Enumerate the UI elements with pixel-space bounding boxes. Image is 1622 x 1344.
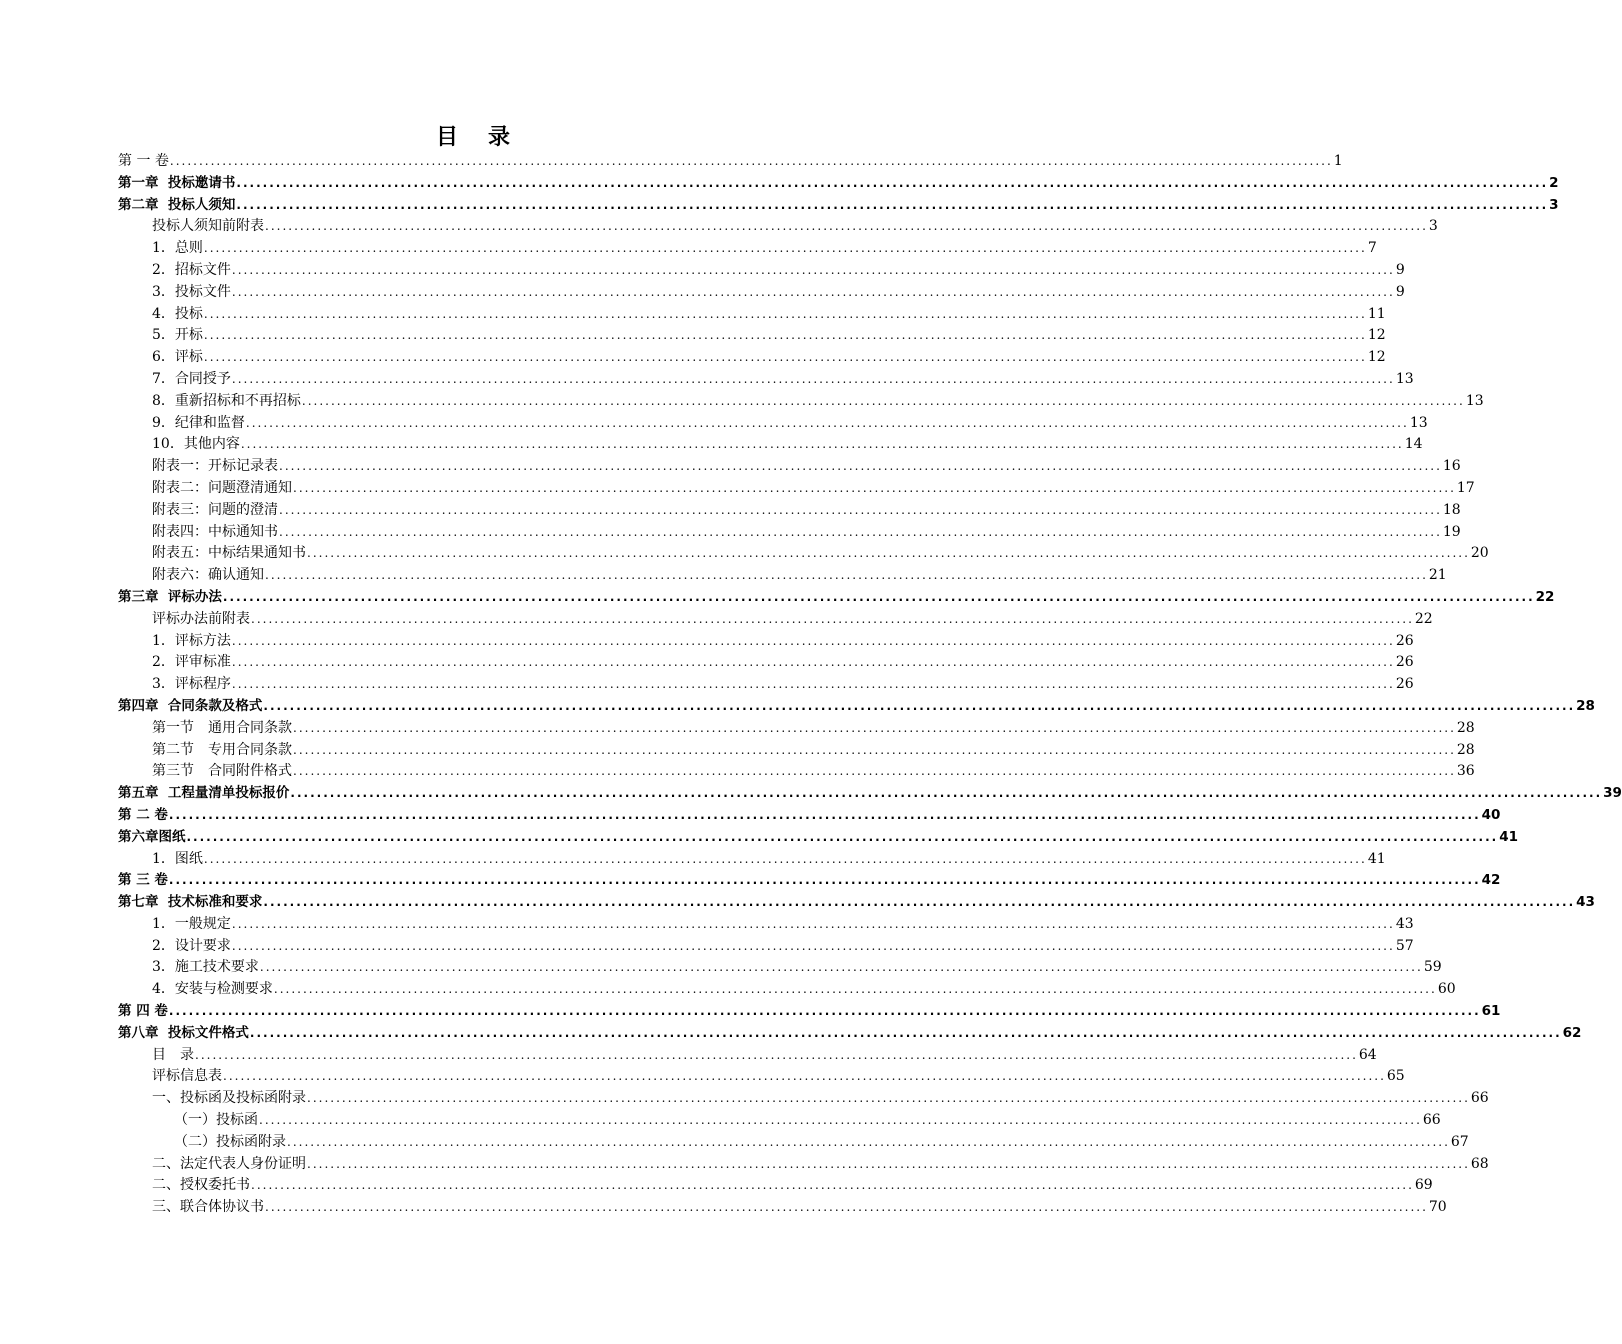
toc-entry[interactable] (118, 325, 1386, 347)
toc-entry-page-number: 12 (1367, 327, 1386, 344)
toc-dot-leader: ........................................................................................................................................................................................................ (249, 1025, 1562, 1040)
toc-dot-leader: ........................................................................................................................................................................................................ (203, 241, 1367, 256)
toc-entry-page-number: 2 (1549, 174, 1559, 191)
toc-entry-label: 附表四：中标通知书 (152, 523, 278, 540)
toc-dot-leader: ........................................................................................................................................................................................................ (203, 851, 1367, 866)
toc-entry-page-number: 17 (1456, 479, 1475, 496)
toc-entry[interactable] (118, 1154, 1489, 1176)
toc-entry-page-number: 68 (1470, 1155, 1489, 1172)
toc-dot-leader: ........................................................................................................................................................................................................ (231, 262, 1395, 277)
toc-dot-leader: ........................................................................................................................................................................................................ (236, 197, 1549, 212)
toc-entry[interactable] (118, 870, 1501, 892)
toc-dot-leader: ........................................................................................................................................................................................................ (195, 1047, 1358, 1062)
toc-entry[interactable] (118, 238, 1377, 260)
toc-entry[interactable] (118, 587, 1555, 609)
toc-entry-label: 第二章 投标人须知 (118, 196, 236, 213)
toc-entry-page-number: 3 (1549, 196, 1559, 213)
toc-entry-page-number: 18 (1442, 501, 1461, 518)
toc-entry-label: 第 一 卷 (118, 153, 169, 169)
toc-entry-label: 第五章 工程量清单投标报价 (118, 785, 290, 802)
toc-entry[interactable] (118, 522, 1461, 544)
toc-entry-label: 附表五：中标结果通知书 (152, 545, 306, 562)
toc-entry-page-number: 11 (1367, 305, 1386, 322)
toc-entry-label: 1．图纸 (152, 850, 203, 867)
toc-entry-label: 第 三 卷 (118, 872, 168, 889)
toc-dot-leader: ........................................................................................................................................................................................................ (231, 916, 1395, 931)
toc-entry-label: 第七章 技术标准和要求 (118, 894, 263, 911)
toc-entry[interactable] (118, 478, 1475, 500)
toc-entry-page-number: 26 (1395, 632, 1414, 649)
toc-entry-page-number: 66 (1470, 1090, 1489, 1107)
toc-entry-label: 第三章 评标办法 (118, 588, 222, 605)
toc-dot-leader: ........................................................................................................................................................................................................ (290, 786, 1603, 801)
toc-entry-label: 2．评审标准 (152, 654, 231, 671)
toc-entry[interactable] (118, 456, 1461, 478)
toc-entry-label: 附表一：开标记录表 (152, 458, 278, 475)
toc-dot-leader: ........................................................................................................................................................................................................ (265, 219, 1428, 234)
toc-entry-page-number: 3 (1428, 218, 1438, 235)
toc-entry[interactable] (118, 260, 1405, 282)
toc-entry[interactable] (118, 413, 1428, 435)
toc-entry-page-number: 19 (1442, 523, 1461, 540)
toc-entry[interactable] (118, 434, 1423, 456)
toc-dot-leader: ........................................................................................................................................................................................................ (240, 437, 1404, 452)
toc-entry-label: 目 录 (152, 1046, 194, 1063)
toc-entry-page-number: 12 (1367, 349, 1386, 366)
toc-dot-leader: ........................................................................................................................................................................................................ (307, 546, 1470, 561)
toc-dot-leader: ........................................................................................................................................................................................................ (245, 415, 1409, 430)
toc-entry[interactable] (118, 1197, 1447, 1219)
toc-dot-leader: ........................................................................................................................................................................................................ (293, 742, 1456, 757)
toc-entry-page-number: 16 (1442, 458, 1461, 475)
toc-entry-page-number: 64 (1358, 1046, 1377, 1063)
toc-entry-page-number: 14 (1404, 436, 1423, 453)
toc-entry-page-number: 66 (1422, 1112, 1441, 1129)
toc-entry-page-number: 43 (1576, 894, 1595, 911)
toc-entry-label: 6．评标 (152, 349, 203, 366)
toc-entry-label: 评标信息表 (152, 1068, 222, 1085)
toc-entry-label: 3．施工技术要求 (152, 959, 259, 976)
toc-entry-page-number: 26 (1395, 654, 1414, 671)
toc-entry[interactable] (118, 783, 1622, 805)
toc-entry[interactable] (118, 609, 1433, 631)
toc-entry-page-number: 28 (1576, 697, 1595, 714)
toc-entry[interactable] (118, 761, 1475, 783)
toc-entry[interactable] (118, 892, 1595, 914)
toc-dot-leader: ........................................................................................................................................................................................................ (231, 655, 1395, 670)
toc-entry-label: 10．其他内容 (152, 436, 240, 453)
page-title: 目 录 (435, 125, 514, 150)
toc-dot-leader: ........................................................................................................................................................................................................ (293, 720, 1456, 735)
toc-entry-label: 1．评标方法 (152, 632, 231, 649)
toc-entry[interactable] (118, 500, 1461, 522)
toc-entry[interactable] (118, 805, 1501, 827)
toc-entry-label: 第三节 合同附件格式 (152, 763, 292, 780)
toc-entry[interactable] (118, 1088, 1489, 1110)
toc-dot-leader: ........................................................................................................................................................................................................ (168, 1004, 1481, 1019)
toc-entry[interactable] (118, 1110, 1441, 1132)
toc-dot-leader: ........................................................................................................................................................................................................ (307, 1156, 1470, 1171)
toc-entry-page-number: 13 (1409, 414, 1428, 431)
toc-entry-page-number: 65 (1386, 1068, 1405, 1085)
toc-dot-leader: ........................................................................................................................................................................................................ (168, 873, 1481, 888)
toc-entry[interactable] (118, 631, 1414, 653)
toc-dot-leader: ........................................................................................................................................................................................................ (168, 807, 1481, 822)
toc-dot-leader: ........................................................................................................................................................................................................ (287, 1134, 1450, 1149)
toc-entry-page-number: 9 (1395, 283, 1405, 300)
toc-entry[interactable] (118, 827, 1519, 849)
toc-entry-page-number: 21 (1428, 567, 1447, 584)
toc-dot-leader: ........................................................................................................................................................................................................ (279, 459, 1442, 474)
toc-entry-label: 1．一般规定 (152, 915, 231, 932)
toc-entry-page-number: 7 (1367, 240, 1377, 257)
toc-entry[interactable] (118, 173, 1559, 195)
toc-dot-leader: ........................................................................................................................................................................................................ (223, 1069, 1386, 1084)
toc-entry-page-number: 22 (1414, 610, 1433, 627)
toc-entry-page-number: 41 (1367, 850, 1386, 867)
toc-dot-leader: ........................................................................................................................................................................................................ (231, 284, 1395, 299)
toc-entry-page-number: 36 (1456, 763, 1475, 780)
toc-entry-label: 评标办法前附表 (152, 610, 250, 627)
toc-entry-page-number: 13 (1465, 392, 1484, 409)
toc-entry[interactable] (118, 740, 1475, 762)
toc-dot-leader: ........................................................................................................................................................................................................ (203, 328, 1367, 343)
toc-entry-label: 第 二 卷 (118, 806, 168, 823)
toc-entry-label: 二、授权委托书 (152, 1177, 250, 1194)
toc-entry-page-number: 57 (1395, 937, 1414, 954)
toc-entry[interactable] (118, 696, 1595, 718)
toc-dot-leader: ........................................................................................................................................................................................................ (279, 524, 1442, 539)
toc-entry[interactable] (118, 195, 1559, 217)
toc-entry-page-number: 1 (1333, 153, 1343, 169)
toc-dot-leader: ........................................................................................................................................................................................................ (203, 306, 1367, 321)
toc-entry-page-number: 20 (1470, 545, 1489, 562)
toc-dot-leader: ........................................................................................................................................................................................................ (259, 960, 1423, 975)
toc-entry-label: 附表三：问题的澄清 (152, 501, 278, 518)
toc-dot-leader: ........................................................................................................................................................................................................ (231, 371, 1395, 386)
toc-dot-leader: ........................................................................................................................................................................................................ (273, 982, 1437, 997)
toc-entry-page-number: 62 (1562, 1024, 1582, 1041)
toc-dot-leader: ........................................................................................................................................................................................................ (231, 938, 1395, 953)
toc-dot-leader: ........................................................................................................................................................................................................ (263, 895, 1576, 910)
toc-entry-label: 第四章 合同条款及格式 (118, 697, 263, 714)
toc-entry-label: 三、联合体协议书 (152, 1199, 264, 1216)
toc-entry-label: 7．合同授予 (152, 370, 231, 387)
toc-entry-label: （一）投标函 (174, 1112, 258, 1129)
toc-entry[interactable] (118, 391, 1484, 413)
toc-entry-page-number: 59 (1423, 959, 1442, 976)
toc-entry[interactable] (118, 957, 1442, 979)
toc-dot-leader: ........................................................................................................................................................................................................ (251, 611, 1414, 626)
toc-entry-page-number: 61 (1481, 1003, 1501, 1020)
toc-entry-label: 第一章 投标邀请书 (118, 174, 236, 191)
toc-entry-page-number: 13 (1395, 370, 1414, 387)
toc-entry[interactable] (118, 1001, 1501, 1023)
toc-entry-label: 3．评标程序 (152, 676, 231, 693)
toc-entry-label: 第八章 投标文件格式 (118, 1024, 249, 1041)
toc-entry-label: 4．安装与检测要求 (152, 981, 273, 998)
toc-dot-leader: ........................................................................................................................................................................................................ (301, 393, 1465, 408)
toc-entry[interactable] (118, 979, 1456, 1001)
toc-entry-label: 2．招标文件 (152, 261, 231, 278)
toc-entry-page-number: 42 (1481, 872, 1501, 889)
toc-entry[interactable] (118, 936, 1414, 958)
toc-dot-leader: ........................................................................................................................................................................................................ (169, 154, 1333, 168)
toc-entry[interactable] (118, 216, 1438, 238)
toc-entry-page-number: 70 (1428, 1199, 1447, 1216)
toc-entry[interactable] (118, 1045, 1377, 1067)
toc-entry[interactable] (118, 718, 1475, 740)
toc-entry-label: 第二节 专用合同条款 (152, 741, 292, 758)
toc-entry[interactable] (118, 1175, 1433, 1197)
toc-entry-page-number: 26 (1395, 676, 1414, 693)
toc-entry-page-number: 22 (1535, 588, 1555, 605)
toc-entry-label: 9．纪律和监督 (152, 414, 245, 431)
toc-entry-label: 附表六：确认通知 (152, 567, 264, 584)
toc-entry[interactable] (118, 304, 1386, 326)
toc-dot-leader: ........................................................................................................................................................................................................ (293, 764, 1456, 779)
toc-entry[interactable] (118, 914, 1414, 936)
toc-entry[interactable] (118, 1066, 1405, 1088)
toc-entry-label: 第六章图纸 (118, 828, 186, 845)
toc-entry-page-number: 39 (1603, 785, 1622, 802)
toc-entry-label: （二）投标函附录 (174, 1133, 286, 1150)
toc-entry[interactable] (118, 1132, 1469, 1154)
toc-entry-label: 附表二：问题澄清通知 (152, 479, 292, 496)
toc-entry[interactable] (118, 652, 1414, 674)
toc-dot-leader: ........................................................................................................................................................................................................ (236, 175, 1549, 190)
toc-dot-leader: ........................................................................................................................................................................................................ (293, 480, 1456, 495)
toc-entry[interactable] (118, 565, 1447, 587)
toc-entry[interactable] (118, 282, 1405, 304)
toc-entry[interactable] (118, 347, 1386, 369)
toc-entry-page-number: 69 (1414, 1177, 1433, 1194)
toc-dot-leader: ........................................................................................................................................................................................................ (203, 350, 1367, 365)
toc-entry[interactable] (118, 151, 1343, 173)
toc-entry[interactable] (118, 369, 1414, 391)
toc-dot-leader: ........................................................................................................................................................................................................ (251, 1178, 1414, 1193)
toc-dot-leader: ........................................................................................................................................................................................................ (279, 502, 1442, 517)
toc-entry-label: 3．投标文件 (152, 283, 231, 300)
toc-entry-page-number: 40 (1481, 806, 1501, 823)
toc-entry-label: 第一节 通用合同条款 (152, 719, 292, 736)
toc-entry-label: 二、法定代表人身份证明 (152, 1155, 306, 1172)
toc-entry[interactable] (118, 849, 1386, 871)
toc-dot-leader: ........................................................................................................................................................................................................ (186, 829, 1499, 844)
toc-dot-leader: ........................................................................................................................................................................................................ (231, 633, 1395, 648)
toc-entry-label: 8．重新招标和不再招标 (152, 392, 301, 409)
toc-dot-leader: ........................................................................................................................................................................................................ (265, 568, 1428, 583)
toc-entry-label: 一、投标函及投标函附录 (152, 1090, 306, 1107)
toc-dot-leader: ........................................................................................................................................................................................................ (265, 1200, 1428, 1215)
toc-dot-leader: ........................................................................................................................................................................................................ (231, 677, 1395, 692)
toc-entry-label: 2．设计要求 (152, 937, 231, 954)
toc-entry[interactable] (118, 543, 1489, 565)
toc-entry-page-number: 28 (1456, 719, 1475, 736)
toc-entry-page-number: 41 (1499, 828, 1519, 845)
toc-entry-page-number: 9 (1395, 261, 1405, 278)
toc-entry[interactable] (118, 674, 1414, 696)
toc-entry-page-number: 28 (1456, 741, 1475, 758)
toc-entry-label: 投标人须知前附表 (152, 218, 264, 235)
toc-entry-page-number: 67 (1450, 1133, 1469, 1150)
toc-dot-leader: ........................................................................................................................................................................................................ (222, 589, 1535, 604)
toc-dot-leader: ........................................................................................................................................................................................................ (263, 698, 1576, 713)
toc-entry-label: 5．开标 (152, 327, 203, 344)
toc-entry-label: 1．总则 (152, 240, 203, 257)
toc-dot-leader: ........................................................................................................................................................................................................ (259, 1113, 1422, 1128)
table-of-contents (118, 151, 1622, 1219)
toc-dot-leader: ........................................................................................................................................................................................................ (307, 1091, 1470, 1106)
toc-entry-page-number: 43 (1395, 915, 1414, 932)
toc-entry[interactable] (118, 1023, 1582, 1045)
toc-entry-label: 第 四 卷 (118, 1003, 168, 1020)
toc-entry-label: 4．投标 (152, 305, 203, 322)
toc-entry-page-number: 60 (1437, 981, 1456, 998)
